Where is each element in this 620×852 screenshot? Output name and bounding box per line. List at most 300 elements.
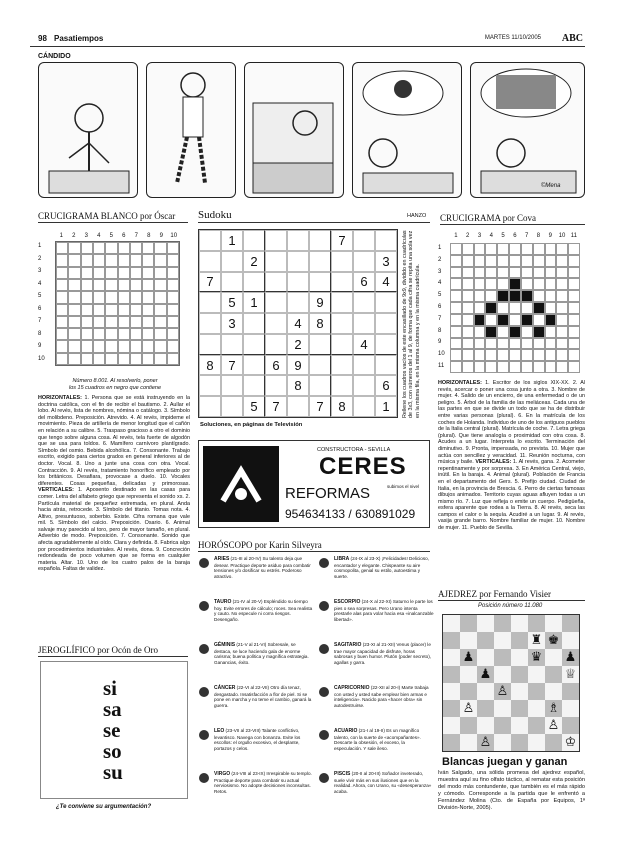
crossword-cell[interactable]: [142, 291, 154, 303]
sudoku-cell[interactable]: [331, 272, 353, 293]
crossword-cell[interactable]: [118, 340, 130, 352]
crossword-cell[interactable]: [130, 254, 142, 266]
crossword-cell[interactable]: [533, 349, 545, 361]
crossword-cell[interactable]: [545, 278, 557, 290]
chess-square[interactable]: [460, 649, 477, 666]
crossword-cell[interactable]: [105, 291, 117, 303]
chess-square[interactable]: [545, 632, 562, 649]
crossword-cell[interactable]: [568, 255, 580, 267]
crossword-cell[interactable]: [105, 279, 117, 291]
crossword-cell[interactable]: [521, 278, 533, 290]
crossword-cell[interactable]: [497, 338, 509, 350]
crossword-cell[interactable]: [81, 340, 93, 352]
crossword-cell[interactable]: [450, 314, 462, 326]
crossword-cell[interactable]: [497, 278, 509, 290]
sudoku-cell[interactable]: [331, 292, 353, 313]
crossword-cell[interactable]: [56, 242, 68, 254]
chess-square[interactable]: [562, 615, 579, 632]
crossword-cell[interactable]: [142, 316, 154, 328]
chess-square[interactable]: [545, 649, 562, 666]
crossword-cell[interactable]: [118, 304, 130, 316]
crossword-cell[interactable]: [167, 267, 179, 279]
crossword-cell[interactable]: [450, 349, 462, 361]
crossword-cell[interactable]: [533, 361, 545, 373]
crossword-cell[interactable]: [93, 254, 105, 266]
crossword-cell[interactable]: [56, 267, 68, 279]
chess-square[interactable]: [528, 717, 545, 734]
crossword-cell[interactable]: [81, 328, 93, 340]
crossword-cell[interactable]: [81, 279, 93, 291]
crossword-cell[interactable]: [568, 349, 580, 361]
sudoku-cell[interactable]: [331, 334, 353, 355]
crossword-cell[interactable]: [167, 242, 179, 254]
sudoku-cell[interactable]: [221, 396, 243, 417]
crossword-cell[interactable]: [462, 349, 474, 361]
chess-square[interactable]: [545, 717, 562, 734]
crossword-cell[interactable]: [509, 255, 521, 267]
chess-square[interactable]: [494, 717, 511, 734]
crossword-cell[interactable]: [568, 267, 580, 279]
crossword-cell[interactable]: [68, 254, 80, 266]
sudoku-cell[interactable]: [243, 230, 265, 251]
sudoku-cell[interactable]: [309, 355, 331, 376]
crossword-cell[interactable]: [497, 361, 509, 373]
crossword-cell[interactable]: [142, 340, 154, 352]
crossword-cell[interactable]: [56, 279, 68, 291]
crossword-cell[interactable]: [56, 316, 68, 328]
crossword-cell[interactable]: [521, 326, 533, 338]
crucigrama-cova-grid[interactable]: [450, 243, 580, 373]
sudoku-cell[interactable]: [353, 355, 375, 376]
crossword-cell[interactable]: [56, 254, 68, 266]
sudoku-cell[interactable]: [353, 396, 375, 417]
chess-piece-icon[interactable]: ♕: [564, 667, 577, 682]
crossword-cell[interactable]: [450, 302, 462, 314]
crossword-cell[interactable]: [68, 291, 80, 303]
chess-square[interactable]: [477, 632, 494, 649]
crossword-cell[interactable]: [68, 316, 80, 328]
crossword-cell[interactable]: [105, 242, 117, 254]
chess-square[interactable]: [460, 683, 477, 700]
sudoku-cell[interactable]: [353, 292, 375, 313]
sudoku-cell[interactable]: [287, 396, 309, 417]
crossword-cell[interactable]: [568, 302, 580, 314]
sudoku-cell[interactable]: [375, 334, 397, 355]
crossword-cell[interactable]: [545, 338, 557, 350]
crossword-cell[interactable]: [167, 304, 179, 316]
crossword-cell[interactable]: [154, 328, 166, 340]
crossword-cell[interactable]: [142, 328, 154, 340]
crossword-cell[interactable]: [142, 304, 154, 316]
chess-square[interactable]: [494, 700, 511, 717]
chess-square[interactable]: [477, 700, 494, 717]
crossword-cell[interactable]: [521, 361, 533, 373]
sudoku-cell[interactable]: [309, 272, 331, 293]
chess-square[interactable]: [477, 683, 494, 700]
crossword-cell[interactable]: [93, 304, 105, 316]
crossword-cell[interactable]: [93, 328, 105, 340]
crossword-cell[interactable]: [154, 316, 166, 328]
crossword-cell[interactable]: [556, 349, 568, 361]
sudoku-cell[interactable]: [309, 334, 331, 355]
crossword-cell[interactable]: [450, 267, 462, 279]
crossword-cell[interactable]: [545, 243, 557, 255]
crossword-cell[interactable]: [485, 278, 497, 290]
crossword-cell[interactable]: [474, 302, 486, 314]
crossword-cell[interactable]: [68, 242, 80, 254]
crossword-cell[interactable]: [556, 302, 568, 314]
crossword-cell[interactable]: [118, 291, 130, 303]
crossword-cell[interactable]: [154, 254, 166, 266]
crossword-cell[interactable]: [533, 338, 545, 350]
crossword-cell[interactable]: [81, 304, 93, 316]
sudoku-cell[interactable]: [199, 313, 221, 334]
chess-piece-icon[interactable]: ♗: [547, 701, 560, 716]
crossword-cell[interactable]: [533, 314, 545, 326]
crossword-cell[interactable]: [93, 242, 105, 254]
crossword-cell[interactable]: [545, 302, 557, 314]
chess-square[interactable]: [494, 666, 511, 683]
crossword-cell[interactable]: [521, 255, 533, 267]
sudoku-cell[interactable]: [375, 355, 397, 376]
chess-board[interactable]: [442, 614, 580, 752]
crossword-cell[interactable]: [533, 278, 545, 290]
chess-square[interactable]: [494, 683, 511, 700]
chess-square[interactable]: [460, 615, 477, 632]
crossword-cell[interactable]: [154, 242, 166, 254]
chess-square[interactable]: [460, 717, 477, 734]
crossword-cell[interactable]: [521, 243, 533, 255]
sudoku-cell[interactable]: [309, 230, 331, 251]
chess-square[interactable]: [477, 666, 494, 683]
crossword-cell[interactable]: [130, 316, 142, 328]
crossword-cell[interactable]: [497, 243, 509, 255]
sudoku-cell[interactable]: [353, 313, 375, 334]
crossword-cell[interactable]: [556, 290, 568, 302]
sudoku-cell[interactable]: [243, 334, 265, 355]
ceres-ad[interactable]: [198, 440, 430, 528]
sudoku-cell[interactable]: [265, 272, 287, 293]
crossword-cell[interactable]: [462, 302, 474, 314]
crossword-cell[interactable]: [462, 255, 474, 267]
crossword-cell[interactable]: [462, 326, 474, 338]
crossword-cell[interactable]: [568, 326, 580, 338]
sudoku-cell[interactable]: [331, 355, 353, 376]
crossword-cell[interactable]: [556, 267, 568, 279]
crossword-cell[interactable]: [81, 353, 93, 365]
crossword-cell[interactable]: [556, 243, 568, 255]
crossword-cell[interactable]: [509, 361, 521, 373]
crossword-cell[interactable]: [450, 361, 462, 373]
sudoku-cell[interactable]: [243, 272, 265, 293]
crossword-cell[interactable]: [130, 353, 142, 365]
crossword-cell[interactable]: [68, 267, 80, 279]
crossword-cell[interactable]: [485, 338, 497, 350]
crossword-cell[interactable]: [474, 243, 486, 255]
sudoku-cell[interactable]: [309, 251, 331, 272]
crossword-cell[interactable]: [130, 340, 142, 352]
crossword-cell[interactable]: [167, 353, 179, 365]
sudoku-cell[interactable]: [375, 230, 397, 251]
crossword-cell[interactable]: [568, 314, 580, 326]
crossword-cell[interactable]: [93, 279, 105, 291]
sudoku-cell[interactable]: [265, 251, 287, 272]
crossword-cell[interactable]: [545, 361, 557, 373]
sudoku-cell[interactable]: [221, 251, 243, 272]
chess-square[interactable]: [477, 649, 494, 666]
crossword-cell[interactable]: [509, 267, 521, 279]
crossword-cell[interactable]: [533, 255, 545, 267]
chess-piece-icon[interactable]: ♙: [547, 718, 560, 733]
crossword-cell[interactable]: [509, 338, 521, 350]
chess-square[interactable]: [545, 683, 562, 700]
crossword-cell[interactable]: [450, 278, 462, 290]
crossword-cell[interactable]: [497, 326, 509, 338]
crossword-cell[interactable]: [142, 267, 154, 279]
crossword-cell[interactable]: [68, 304, 80, 316]
sudoku-cell[interactable]: [199, 292, 221, 313]
chess-piece-icon[interactable]: ♔: [564, 735, 577, 750]
sudoku-cell[interactable]: [287, 251, 309, 272]
crossword-cell[interactable]: [154, 267, 166, 279]
crossword-cell[interactable]: [81, 254, 93, 266]
sudoku-cell[interactable]: [287, 292, 309, 313]
crossword-cell[interactable]: [474, 361, 486, 373]
crossword-cell[interactable]: [545, 290, 557, 302]
crossword-cell[interactable]: [154, 340, 166, 352]
chess-square[interactable]: [511, 683, 528, 700]
crossword-cell[interactable]: [485, 267, 497, 279]
crossword-cell[interactable]: [105, 304, 117, 316]
chess-square[interactable]: [511, 734, 528, 751]
chess-square[interactable]: [443, 632, 460, 649]
crossword-cell[interactable]: [154, 291, 166, 303]
chess-square[interactable]: [443, 700, 460, 717]
chess-square[interactable]: [511, 649, 528, 666]
crossword-cell[interactable]: [105, 316, 117, 328]
crossword-cell[interactable]: [556, 326, 568, 338]
crossword-cell[interactable]: [450, 290, 462, 302]
crossword-cell[interactable]: [93, 291, 105, 303]
crossword-cell[interactable]: [568, 243, 580, 255]
crossword-cell[interactable]: [474, 267, 486, 279]
crossword-cell[interactable]: [485, 243, 497, 255]
crossword-cell[interactable]: [118, 279, 130, 291]
chess-piece-icon[interactable]: ♙: [462, 701, 475, 716]
crossword-cell[interactable]: [556, 314, 568, 326]
chess-piece-icon[interactable]: ♚: [547, 633, 560, 648]
crossword-cell[interactable]: [130, 304, 142, 316]
crossword-cell[interactable]: [462, 314, 474, 326]
crossword-cell[interactable]: [118, 316, 130, 328]
crossword-cell[interactable]: [485, 255, 497, 267]
chess-square[interactable]: [545, 734, 562, 751]
chess-piece-icon[interactable]: ♜: [530, 633, 543, 648]
crossword-cell[interactable]: [68, 279, 80, 291]
crossword-cell[interactable]: [105, 267, 117, 279]
chess-square[interactable]: [545, 700, 562, 717]
chess-square[interactable]: [528, 666, 545, 683]
crossword-cell[interactable]: [142, 279, 154, 291]
crucigrama-blanco-grid[interactable]: [55, 241, 180, 366]
sudoku-cell[interactable]: [287, 272, 309, 293]
sudoku-cell[interactable]: [375, 313, 397, 334]
crossword-cell[interactable]: [56, 304, 68, 316]
sudoku-cell[interactable]: [331, 375, 353, 396]
crossword-cell[interactable]: [118, 353, 130, 365]
crossword-cell[interactable]: [509, 243, 521, 255]
crossword-cell[interactable]: [167, 291, 179, 303]
chess-square[interactable]: [460, 632, 477, 649]
chess-piece-icon[interactable]: ♙: [496, 684, 509, 699]
crossword-cell[interactable]: [474, 326, 486, 338]
chess-square[interactable]: [562, 666, 579, 683]
sudoku-cell[interactable]: [265, 292, 287, 313]
crossword-cell[interactable]: [93, 267, 105, 279]
chess-square[interactable]: [511, 666, 528, 683]
crossword-cell[interactable]: [118, 328, 130, 340]
crossword-cell[interactable]: [521, 267, 533, 279]
chess-square[interactable]: [460, 700, 477, 717]
chess-square[interactable]: [528, 615, 545, 632]
crossword-cell[interactable]: [497, 255, 509, 267]
chess-square[interactable]: [528, 700, 545, 717]
sudoku-cell[interactable]: [265, 334, 287, 355]
chess-square[interactable]: [562, 649, 579, 666]
crossword-cell[interactable]: [497, 349, 509, 361]
sudoku-cell[interactable]: [331, 251, 353, 272]
chess-square[interactable]: [477, 717, 494, 734]
chess-piece-icon[interactable]: ♟: [462, 650, 475, 665]
sudoku-cell[interactable]: [353, 230, 375, 251]
crossword-cell[interactable]: [167, 340, 179, 352]
sudoku-cell[interactable]: [353, 375, 375, 396]
crossword-cell[interactable]: [485, 349, 497, 361]
crossword-cell[interactable]: [130, 328, 142, 340]
crossword-cell[interactable]: [568, 290, 580, 302]
crossword-cell[interactable]: [568, 361, 580, 373]
crossword-cell[interactable]: [81, 291, 93, 303]
crossword-cell[interactable]: [474, 349, 486, 361]
crossword-cell[interactable]: [556, 278, 568, 290]
crossword-cell[interactable]: [130, 279, 142, 291]
crossword-cell[interactable]: [450, 255, 462, 267]
chess-square[interactable]: [511, 717, 528, 734]
chess-square[interactable]: [494, 649, 511, 666]
crossword-cell[interactable]: [56, 340, 68, 352]
crossword-cell[interactable]: [509, 349, 521, 361]
sudoku-cell[interactable]: [243, 375, 265, 396]
crossword-cell[interactable]: [485, 290, 497, 302]
crossword-cell[interactable]: [462, 290, 474, 302]
crossword-cell[interactable]: [130, 291, 142, 303]
crossword-cell[interactable]: [56, 328, 68, 340]
crossword-cell[interactable]: [509, 302, 521, 314]
sudoku-cell[interactable]: [199, 396, 221, 417]
crossword-cell[interactable]: [68, 353, 80, 365]
chess-piece-icon[interactable]: ♟: [479, 667, 492, 682]
sudoku-cell[interactable]: [309, 375, 331, 396]
crossword-cell[interactable]: [81, 267, 93, 279]
crossword-cell[interactable]: [485, 314, 497, 326]
crossword-cell[interactable]: [545, 255, 557, 267]
sudoku-cell[interactable]: [243, 355, 265, 376]
chess-square[interactable]: [562, 734, 579, 751]
crossword-cell[interactable]: [462, 338, 474, 350]
crossword-cell[interactable]: [105, 353, 117, 365]
chess-square[interactable]: [511, 700, 528, 717]
chess-square[interactable]: [562, 632, 579, 649]
crossword-cell[interactable]: [68, 328, 80, 340]
chess-square[interactable]: [562, 700, 579, 717]
crossword-cell[interactable]: [556, 255, 568, 267]
crossword-cell[interactable]: [521, 349, 533, 361]
crossword-cell[interactable]: [474, 290, 486, 302]
crossword-cell[interactable]: [154, 279, 166, 291]
crossword-cell[interactable]: [556, 361, 568, 373]
crossword-cell[interactable]: [56, 353, 68, 365]
chess-square[interactable]: [460, 666, 477, 683]
crossword-cell[interactable]: [167, 328, 179, 340]
chess-square[interactable]: [562, 717, 579, 734]
chess-square[interactable]: [477, 734, 494, 751]
sudoku-cell[interactable]: [221, 272, 243, 293]
chess-square[interactable]: [511, 615, 528, 632]
crossword-cell[interactable]: [167, 279, 179, 291]
crossword-cell[interactable]: [118, 254, 130, 266]
sudoku-cell[interactable]: [199, 375, 221, 396]
crossword-cell[interactable]: [93, 340, 105, 352]
chess-square[interactable]: [545, 615, 562, 632]
crossword-cell[interactable]: [568, 338, 580, 350]
chess-square[interactable]: [494, 734, 511, 751]
crossword-cell[interactable]: [118, 267, 130, 279]
crossword-cell[interactable]: [568, 278, 580, 290]
crossword-cell[interactable]: [105, 328, 117, 340]
chess-piece-icon[interactable]: ♟: [564, 650, 577, 665]
crossword-cell[interactable]: [462, 243, 474, 255]
sudoku-grid[interactable]: [198, 229, 398, 418]
sudoku-cell[interactable]: [199, 334, 221, 355]
crossword-cell[interactable]: [130, 267, 142, 279]
crossword-cell[interactable]: [545, 267, 557, 279]
chess-square[interactable]: [528, 734, 545, 751]
crossword-cell[interactable]: [533, 267, 545, 279]
crossword-cell[interactable]: [521, 338, 533, 350]
crossword-cell[interactable]: [167, 254, 179, 266]
chess-square[interactable]: [545, 666, 562, 683]
crossword-cell[interactable]: [545, 349, 557, 361]
crossword-cell[interactable]: [450, 243, 462, 255]
chess-piece-icon[interactable]: ♙: [479, 735, 492, 750]
crossword-cell[interactable]: [462, 361, 474, 373]
crossword-cell[interactable]: [556, 338, 568, 350]
crossword-cell[interactable]: [533, 243, 545, 255]
sudoku-cell[interactable]: [221, 375, 243, 396]
crossword-cell[interactable]: [93, 353, 105, 365]
sudoku-cell[interactable]: [331, 313, 353, 334]
sudoku-cell[interactable]: [265, 313, 287, 334]
chess-piece-icon[interactable]: ♛: [530, 650, 543, 665]
chess-square[interactable]: [477, 615, 494, 632]
chess-square[interactable]: [528, 649, 545, 666]
sudoku-cell[interactable]: [375, 292, 397, 313]
crossword-cell[interactable]: [130, 242, 142, 254]
chess-square[interactable]: [562, 683, 579, 700]
crossword-cell[interactable]: [521, 302, 533, 314]
chess-square[interactable]: [443, 666, 460, 683]
crossword-cell[interactable]: [93, 316, 105, 328]
